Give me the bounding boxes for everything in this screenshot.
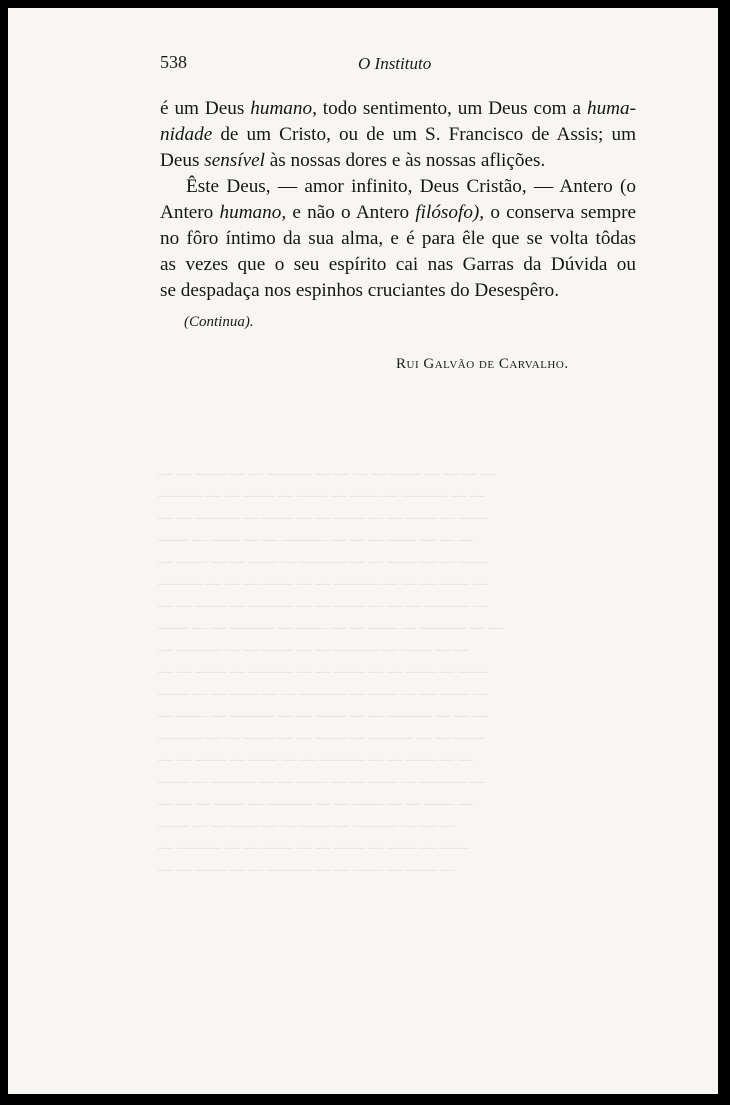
text-line: se despadaça nos espinhos cruciantes do Desespêro. <box>160 280 560 301</box>
page-number: 538 <box>160 52 187 72</box>
continua-note: (Continua). <box>184 314 254 330</box>
text-line: as vezes que o seu espírito cai nas Garras da Dúvida ou <box>160 254 636 275</box>
text-line: Deus sensível às nossas dores e às nossas aflições. <box>160 150 546 171</box>
text-line: Antero humano, e não o Antero filósofo), o conserva sempre <box>160 202 636 223</box>
text-line: Êste Deus, — amor infinito, Deus Cristão, — Antero (o <box>186 176 636 197</box>
text-line: nidade de um Cristo, ou de um S. Francisco de Assis; um <box>160 124 636 145</box>
bleed-through-texture: — — —— — — ——— — — — — —— — — — — ——— — — —— — —— — —— — ——— — — — — ——— — —— — — —— — — —— — —— —— — —— — — ——— — — — —— — — — — —— — — —— — ——— — — —— — — —— ——— — — — —— — — ——— — — — —— — — — —— — ——— — — —— — — — ——— — —— — — ——— — —— — — —— — ——— — — — ——— — — —— — — ——— — —— — — — — —— — ——— — — —— — — —— — —— —— — — —— — — ——— — —— — — —— — — —— — ——— — — —— — — ——— — — — ——— — — —— — — —— — ——— — — —— — — —— — —— — — ——— — — —— — — —— — ——— — — —— — — —— — ——— — — — — —— — ——— — — —— — — —— — —— — — —— — — —— — ——— — — — — ——— — — —— — — —— — —— — —— — — —— — — ——— — — —— — —— — <box>158 466 503 878</box>
author-signature: Rui Galvão de Carvalho. <box>396 356 569 372</box>
running-title: O Instituto <box>358 54 432 73</box>
document-page <box>8 8 718 1094</box>
body-text <box>160 96 636 304</box>
page-header <box>160 52 636 80</box>
text-line: é um Deus humano, todo sentimento, um Deus com a huma- <box>160 98 636 119</box>
text-line: no fôro íntimo da sua alma, e é para êle que se volta tôdas <box>160 228 636 249</box>
